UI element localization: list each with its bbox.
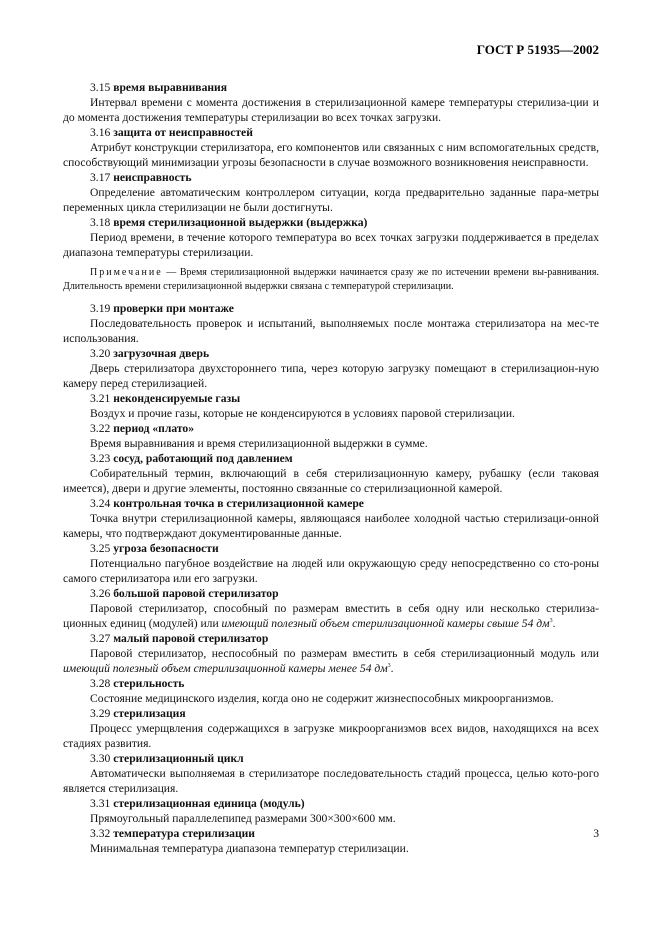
- term-number: 3.21: [90, 392, 111, 405]
- term-number: 3.28: [90, 677, 111, 690]
- term-heading: [63, 706, 599, 721]
- term-number: 3.15: [90, 81, 111, 94]
- term-definition: [63, 691, 599, 706]
- term-name: проверки при монтаже: [113, 302, 234, 315]
- term-definition: [63, 556, 599, 586]
- definition-text: Потенциально пагубное воздействие на людей или окружающую среду непосредственно со сто-роны самого стерилизатора или его загрузки.: [63, 557, 599, 585]
- definition-end: .: [552, 617, 556, 630]
- definition-end: .: [390, 662, 394, 675]
- term-definition: [63, 841, 599, 856]
- term-name: стерилизационный цикл: [113, 752, 244, 765]
- definition-superscript: 3: [549, 618, 553, 625]
- term-heading: [63, 346, 599, 361]
- term-name: стерилизация: [113, 707, 186, 720]
- term-definition: [63, 511, 599, 541]
- definition-entry: [63, 170, 599, 215]
- term-definition: [63, 436, 599, 451]
- definition-italic: имеющий полезный объем стерилизационной камеры свыше 54 дм: [221, 617, 550, 630]
- term-name: время стерилизационной выдержки (выдержка): [113, 216, 368, 229]
- definition-text: Период времени, в течение которого температура во всех точках загрузки поддерживается в пределах диапазона температуры стерилизации.: [63, 231, 599, 259]
- definition-entry: [63, 826, 599, 856]
- term-heading: [63, 391, 599, 406]
- term-heading: [63, 170, 599, 185]
- term-definition: [63, 185, 599, 215]
- term-heading: [63, 496, 599, 511]
- term-number: 3.18: [90, 216, 111, 229]
- definition-entry: [63, 451, 599, 496]
- definition-entry: [63, 125, 599, 170]
- term-heading: [63, 631, 599, 646]
- term-definition: [63, 95, 599, 125]
- term-number: 3.32: [90, 827, 111, 840]
- term-name: угроза безопасности: [113, 542, 219, 555]
- term-name: контрольная точка в стерилизационной камере: [113, 497, 364, 510]
- note-label: Примечание: [90, 267, 163, 278]
- term-heading: [63, 541, 599, 556]
- term-number: 3.17: [90, 171, 111, 184]
- definition-entry: [63, 346, 599, 391]
- definition-entry: [63, 676, 599, 706]
- term-definition: [63, 601, 599, 631]
- term-heading: [63, 215, 599, 230]
- term-heading: [63, 676, 599, 691]
- term-number: 3.27: [90, 632, 111, 645]
- term-definition: [63, 766, 599, 796]
- term-name: сосуд, работающий под давлением: [113, 452, 293, 465]
- term-heading: [63, 125, 599, 140]
- term-number: 3.26: [90, 587, 111, 600]
- definition-text: Прямоугольный параллелепипед размерами 300×300×600 мм.: [90, 812, 396, 825]
- term-heading: [63, 451, 599, 466]
- term-number: 3.29: [90, 707, 111, 720]
- definition-superscript: 3: [387, 663, 391, 670]
- definition-text: Воздух и прочие газы, которые не конденсируются в условиях паровой стерилизации.: [90, 407, 515, 420]
- definition-entry: [63, 631, 599, 676]
- term-name: малый паровой стерилизатор: [113, 632, 269, 645]
- term-number: 3.20: [90, 347, 111, 360]
- term-number: 3.23: [90, 452, 111, 465]
- definition-text: Последовательность проверок и испытаний, выполняемых после монтажа стерилизатора на мес-те использования.: [63, 317, 599, 345]
- definition-entry: [63, 421, 599, 451]
- term-name: время выравнивания: [113, 81, 227, 94]
- definition-entry: [63, 586, 599, 631]
- term-heading: [63, 751, 599, 766]
- term-number: 3.31: [90, 797, 111, 810]
- definition-text: Автоматически выполняемая в стерилизаторе последовательность стадий процесса, целью кото-рого является стерилизация.: [63, 767, 599, 795]
- term-number: 3.19: [90, 302, 111, 315]
- term-definition: [63, 140, 599, 170]
- term-name: стерильность: [113, 677, 185, 690]
- term-definition: [63, 406, 599, 421]
- definition-entry: [63, 80, 599, 125]
- term-definition: [63, 361, 599, 391]
- term-name: стерилизационная единица (модуль): [113, 797, 305, 810]
- definition-text: Паровой стерилизатор, неспособный по размерам вместить в себя стерилизационный модуль или: [90, 647, 599, 660]
- definition-text: Интервал времени с момента достижения в стерилизационной камере температуры стерилиза-ции и до момента достижения температуры стерилизации во всех точках загрузки.: [63, 96, 599, 124]
- definition-text: Состояние медицинского изделия, когда оно не содержит жизнеспособных микроорганизмов.: [90, 692, 554, 705]
- term-number: 3.16: [90, 126, 111, 139]
- note-text: — Время стерилизационной выдержки начинается сразу же по истечении времени вы-равнивания. Длительность времени стерилизационной выдержки связана с температурой стерилизации.: [63, 267, 599, 292]
- term-name: неконденсируемые газы: [113, 392, 241, 405]
- term-name: период «плато»: [113, 422, 194, 435]
- term-heading: [63, 301, 599, 316]
- term-number: 3.24: [90, 497, 111, 510]
- definition-entry: [63, 706, 599, 751]
- definition-text: Дверь стерилизатора двухстороннего типа, через которую загрузку помещают в стерилизацион-ную камеру перед стерилизацией.: [63, 362, 599, 390]
- term-definition: [63, 466, 599, 496]
- term-definition: [63, 721, 599, 751]
- term-number: 3.25: [90, 542, 111, 555]
- term-name: большой паровой стерилизатор: [113, 587, 279, 600]
- definition-entry: [63, 541, 599, 586]
- definitions-list: [63, 80, 599, 856]
- definition-entry: [63, 301, 599, 346]
- definition-entry: [63, 215, 599, 260]
- definition-entry: [63, 751, 599, 796]
- definition-text: Процесс умерщвления содержащихся в загрузке микроорганизмов всех видов, находящихся на всех стадиях развития.: [63, 722, 599, 750]
- standard-header: ГОСТ Р 51935—2002: [476, 42, 599, 57]
- page-number: 3: [593, 827, 599, 840]
- term-number: 3.30: [90, 752, 111, 765]
- definition-text: Минимальная температура диапазона температур стерилизации.: [90, 842, 409, 855]
- definition-text: Время выравнивания и время стерилизационной выдержки в сумме.: [90, 437, 428, 450]
- term-heading: [63, 796, 599, 811]
- definition-text: Собирательный термин, включающий в себя стерилизационную камеру, рубашку (если таковая имеется), двери и другие элементы, постоянно связанные со стерилизационной камерой.: [63, 467, 599, 495]
- note-paragraph: [63, 266, 599, 293]
- term-definition: [63, 230, 599, 260]
- term-heading: [63, 586, 599, 601]
- term-heading: [63, 826, 599, 841]
- term-heading: [63, 421, 599, 436]
- term-heading: [63, 80, 599, 95]
- term-number: 3.22: [90, 422, 111, 435]
- term-name: неисправность: [113, 171, 192, 184]
- definition-text: Определение автоматическим контроллером ситуации, когда предварительно заданные пара-метры переменных цикла стерилизации не были достигнуты.: [63, 186, 599, 214]
- term-name: загрузочная дверь: [113, 347, 210, 360]
- definition-text: Атрибут конструкции стерилизатора, его компонентов или связанных с ним вспомогательных средств, способствующий минимизации угрозы безопасности в случае возможного возникновения неисправности.: [63, 141, 599, 169]
- definition-entry: [63, 496, 599, 541]
- term-definition: [63, 316, 599, 346]
- definition-text: Паровой стерилизатор, способный по размерам вместить в себя одну или несколько стерилиза-ционных единиц (модулей) или: [63, 602, 599, 630]
- definition-italic: имеющий полезный объем стерилизационной камеры менее 54 дм: [63, 662, 388, 675]
- term-definition: [63, 646, 599, 676]
- term-name: температура стерилизации: [113, 827, 255, 840]
- term-name: защита от неисправностей: [113, 126, 253, 139]
- definition-entry: [63, 391, 599, 421]
- definition-text: Точка внутри стерилизационной камеры, являющаяся наиболее холодной частью стерилизаци-онной камеры, что подтверждают документированные данные.: [63, 512, 599, 540]
- term-definition: [63, 811, 599, 826]
- definition-entry: [63, 796, 599, 826]
